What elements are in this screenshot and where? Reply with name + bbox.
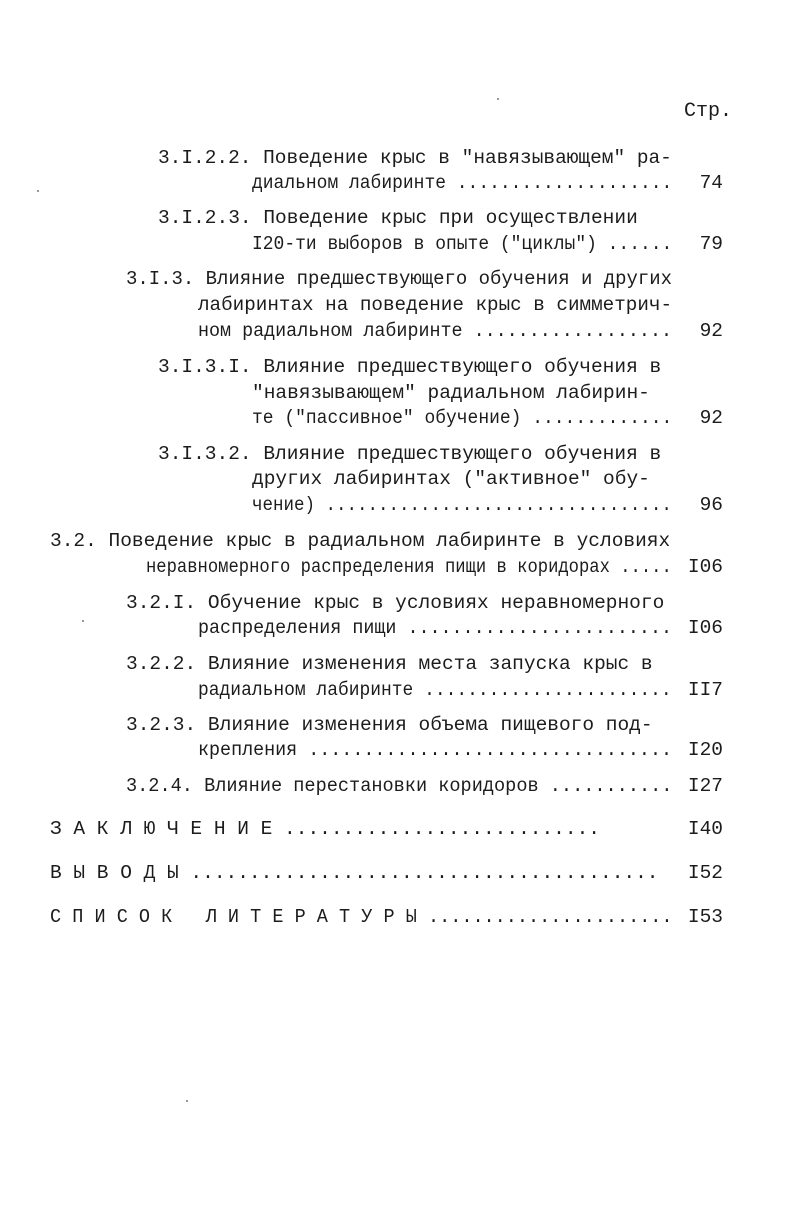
- toc-entry-line: других лабиринтах ("активное" обу-: [252, 468, 650, 490]
- toc-entry-line: лабиринтах на поведение крыс в симметрич-: [198, 294, 673, 316]
- toc-entry-page-number: 92: [699, 407, 723, 429]
- scan-speck: [186, 1100, 188, 1102]
- toc-entry-line: диальном лабиринте ....................: [252, 172, 673, 194]
- toc-entry-page-number: 96: [699, 494, 723, 516]
- toc-entry-page-number: I06: [687, 556, 723, 578]
- toc-entry-line: 3.I.2.3. Поведение крыс при осуществлении: [158, 207, 638, 229]
- toc-entry-line: З А К Л Ю Ч Е Н И Е ...........................: [50, 818, 600, 840]
- toc-entry-page-number: I40: [687, 818, 723, 840]
- scan-speck: [37, 190, 39, 192]
- toc-entry-page-number: I27: [687, 775, 723, 797]
- toc-entry-line: 3.2.3. Влияние изменения объема пищевого под-: [126, 714, 653, 736]
- toc-entry-line: 3.I.3.2. Влияние предшествующего обучения в: [158, 443, 662, 465]
- toc-entry-line: чение) .................................: [252, 494, 672, 516]
- toc-entry-line: В Ы В О Д Ы ........................................: [50, 862, 659, 884]
- toc-entry-line: 3.2.2. Влияние изменения места запуска крыс в: [126, 653, 653, 675]
- toc-entry-line: С П И С О К Л И Т Е Р А Т У Р Ы ......................: [50, 906, 673, 928]
- scan-speck: [82, 620, 84, 622]
- toc-entry-line: 3.2.4. Влияние перестановки коридоров ...........: [126, 775, 673, 797]
- toc-entry-line: неравномерного распределения пищи в коридорах .....: [146, 556, 672, 578]
- toc-entry-line: 3.I.3.I. Влияние предшествующего обучения в: [158, 356, 662, 378]
- toc-entry-line: I20-ти выборов в опыте ("циклы") ......: [252, 233, 673, 255]
- toc-entry-line: 3.I.3. Влияние предшествующего обучения и других: [126, 268, 672, 290]
- toc-entry-page-number: I20: [687, 739, 723, 761]
- page-column-header: Стр.: [684, 100, 733, 123]
- toc-entry-page-number: I06: [687, 617, 723, 639]
- toc-entry-line: 3.I.2.2. Поведение крыс в "навязывающем" ра-: [158, 147, 672, 169]
- toc-entry-line: радиальном лабиринте .......................: [198, 679, 672, 701]
- toc-entry-page-number: 74: [699, 172, 723, 194]
- toc-entry-line: "навязывающем" радиальном лабирин-: [252, 382, 650, 404]
- toc-entry-page-number: I53: [687, 906, 723, 928]
- toc-entry-line: крепления .................................: [198, 739, 673, 761]
- toc-entry-page-number: I52: [687, 862, 723, 884]
- toc-entry-page-number: II7: [687, 679, 723, 701]
- toc-entry-line: распределения пищи ........................: [198, 617, 673, 639]
- toc-entry-line: 3.2.I. Обучение крыс в условиях неравномерного: [126, 592, 665, 614]
- toc-entry-line: те ("пассивное" обучение) .............: [252, 407, 673, 429]
- toc-entry-page-number: 92: [699, 320, 723, 342]
- scan-speck: [497, 98, 499, 100]
- toc-entry-line: 3.2. Поведение крыс в радиальном лабиринте в условиях: [50, 530, 671, 552]
- toc-entry-page-number: 79: [699, 233, 723, 255]
- toc-entry-line: ном радиальном лабиринте ..................: [198, 320, 673, 342]
